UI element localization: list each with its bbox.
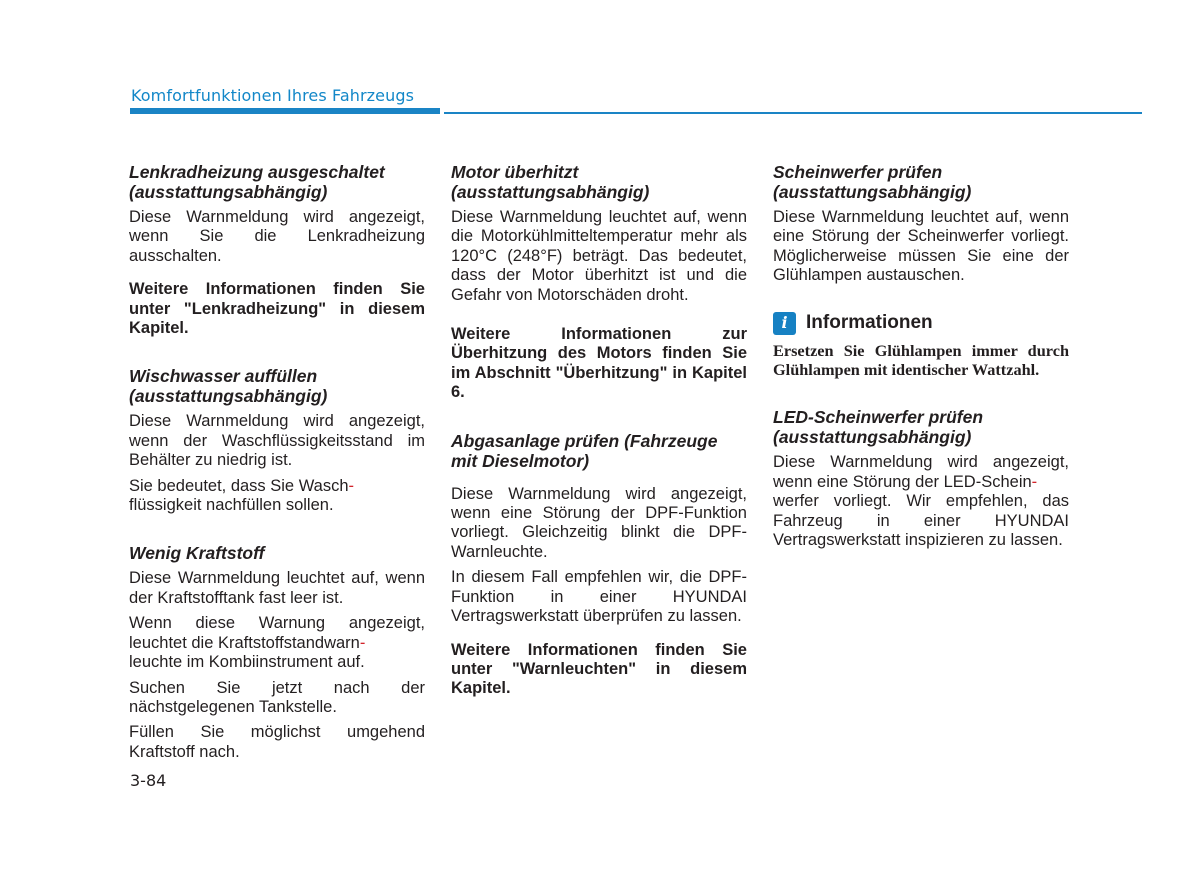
info-icon: i bbox=[773, 312, 796, 335]
reference-note: Weitere Informationen finden Sie unter "Lenkradheizung" in diesem Kapitel. bbox=[129, 280, 425, 338]
heading-led-scheinwerfer: LED-Scheinwerfer prüfen (ausstattungsabhängig) bbox=[773, 407, 984, 448]
paragraph: Diese Warnmeldung wird angezeigt, wenn eine Störung der LED-Schein- werfer vorliegt. Wir empfehlen, das Fahrzeug in einer HYUNDAI Vertragswerkstatt inspizieren zu lassen. bbox=[773, 453, 1069, 550]
column-middle bbox=[451, 162, 747, 699]
paragraph: Diese Warnmeldung wird angezeigt, wenn Sie die Lenkradheizung ausschalten. bbox=[129, 208, 425, 265]
reference-note: Weitere Informationen finden Sie unter "Warnleuchten" in diesem Kapitel. bbox=[451, 640, 747, 698]
paragraph: Sie bedeutet, dass Sie Wasch- flüssigkeit nachfüllen sollen. bbox=[129, 476, 355, 515]
paragraph: Diese Warnmeldung leuchtet auf, wenn die Motorkühlmitteltemperatur mehr als 120°C (248°F) beträgt. Das bedeutet, dass der Motor überhitzt ist und die Gefahr von Motorschäden droht. bbox=[451, 208, 747, 304]
info-box-title: Informationen bbox=[806, 312, 933, 334]
header-accent-bar bbox=[130, 108, 440, 114]
heading-wenig-kraftstoff: Wenig Kraftstoff bbox=[129, 543, 265, 564]
paragraph: In diesem Fall empfehlen wir, die DPF-Funktion in einer HYUNDAI Vertragswerkstatt überprüfen zu lassen. bbox=[451, 568, 747, 626]
info-box-header bbox=[773, 312, 1069, 335]
page-number: 3-84 bbox=[130, 771, 167, 790]
reference-note: Weitere Informationen zur Überhitzung des Motors finden Sie im Abschnitt "Überhitzung" in Kapitel 6. bbox=[451, 325, 747, 402]
column-left bbox=[129, 162, 425, 762]
heading-scheinwerfer: Scheinwerfer prüfen (ausstattungsabhängig) bbox=[773, 162, 972, 202]
heading-abgasanlage: Abgasanlage prüfen (Fahrzeuge mit Dieselmotor) bbox=[451, 430, 718, 471]
paragraph: Diese Warnmeldung leuchtet auf, wenn eine Störung der Scheinwerfer vorliegt. Möglicherweise müssen Sie eine der Glühlampen austauschen. bbox=[773, 208, 1069, 285]
paragraph: Diese Warnmeldung wird angezeigt, wenn der Waschflüssigkeitsstand im Behälter zu niedrig ist. bbox=[129, 412, 425, 470]
header-rule bbox=[444, 112, 1142, 114]
paragraph: Füllen Sie möglichst umgehend Kraftstoff nach. bbox=[129, 723, 425, 761]
section-header-title: Komfortfunktionen Ihres Fahrzeugs bbox=[131, 86, 415, 105]
heading-lenkradheizung: Lenkradheizung ausgeschaltet (ausstattungsabhängig) bbox=[129, 162, 385, 202]
heading-motor-ueberhitzt: Motor überhitzt (ausstattungsabhängig) bbox=[451, 162, 650, 202]
heading-wischwasser: Wischwasser auffüllen (ausstattungsabhängig) bbox=[129, 366, 328, 407]
column-right bbox=[773, 162, 1069, 550]
paragraph: Suchen Sie jetzt nach der nächstgelegenen Tankstelle. bbox=[129, 678, 425, 716]
paragraph: Diese Warnmeldung wird angezeigt, wenn eine Störung der DPF-Funktion vorliegt. Gleichzeitig blinkt die DPF-Warnleuchte. bbox=[451, 484, 747, 561]
paragraph: Wenn diese Warnung angezeigt, leuchtet die Kraftstoffstandwarn- leuchte im Kombiinstrument auf. bbox=[129, 614, 425, 672]
paragraph: Diese Warnmeldung leuchtet auf, wenn der Kraftstofftank fast leer ist. bbox=[129, 569, 425, 607]
info-box-text: Ersetzen Sie Glühlampen immer durch Glühlampen mit identischer Wattzahl. bbox=[773, 340, 1069, 380]
